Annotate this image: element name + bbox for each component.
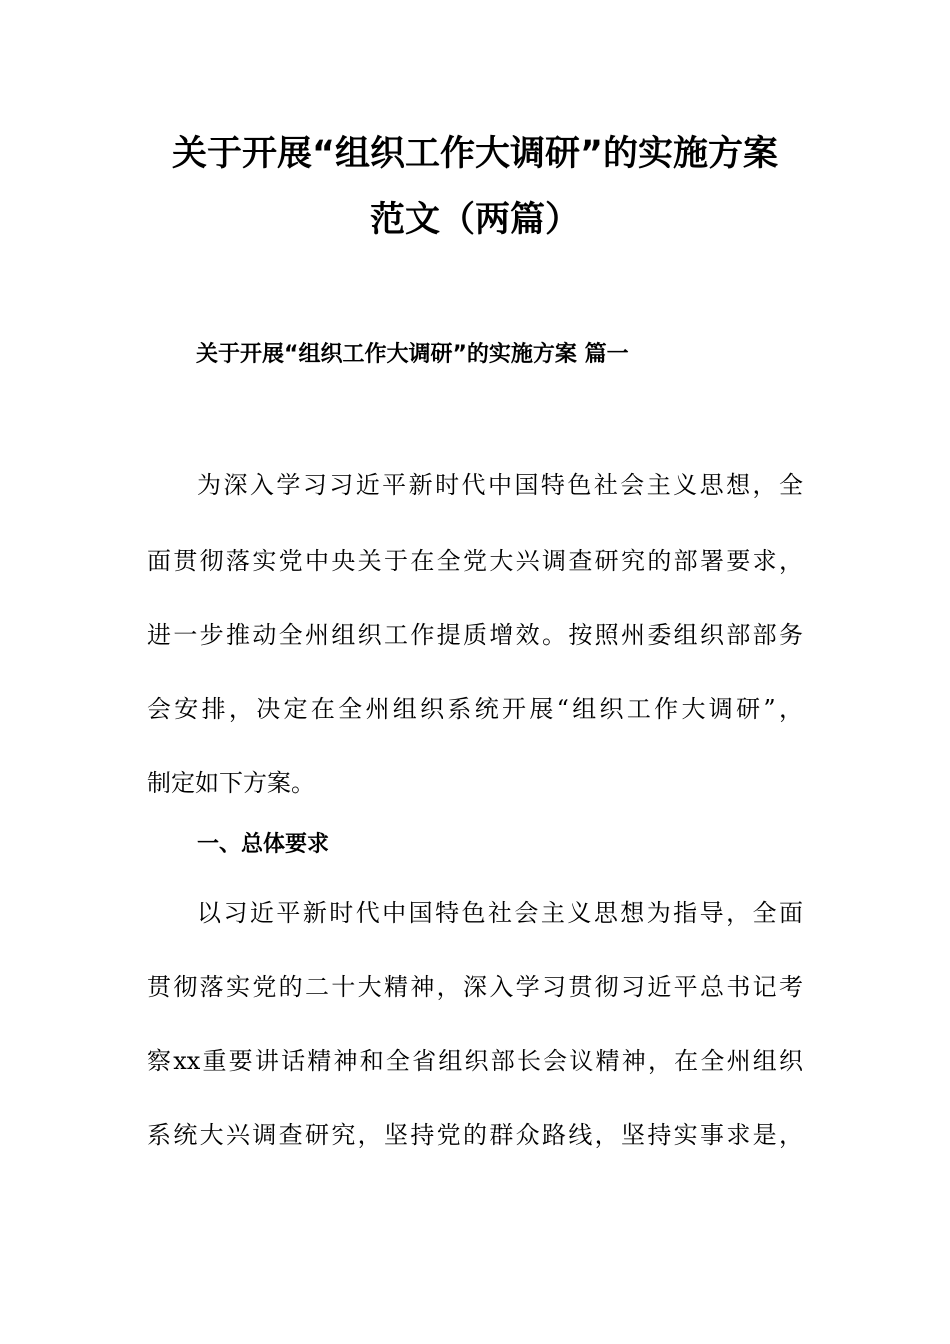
document-title-line-2: 范文（两篇） — [369, 200, 580, 240]
paragraph-2-line-1: 以习近平新时代中国特色社会主义思想为指导，全面 — [197, 899, 803, 927]
paragraph-1-line-5: 制定如下方案。 — [147, 769, 315, 797]
section-1-heading: 一、总体要求 — [197, 832, 330, 857]
section-subtitle: 关于开展“组织工作大调研”的实施方案 篇一 — [196, 342, 629, 367]
paragraph-1-line-2: 面贯彻落实党中央关于在全党大兴调查研究的部署要求， — [147, 547, 803, 575]
paragraph-1-line-4: 会安排，决定在全州组织系统开展“组织工作大调研”， — [147, 695, 803, 723]
document-title-line-1: 关于开展“组织工作大调研”的实施方案 — [171, 134, 778, 174]
paragraph-1-line-3: 进一步推动全州组织工作提质增效。按照州委组织部部务 — [147, 621, 803, 649]
paragraph-2-line-2: 贯彻落实党的二十大精神，深入学习贯彻习近平总书记考 — [147, 973, 803, 1001]
paragraph-2-line-4: 系统大兴调查研究，坚持党的群众路线，坚持实事求是， — [147, 1121, 803, 1149]
paragraph-2-line-3: 察xx重要讲话精神和全省组织部长会议精神，在全州组织 — [147, 1047, 803, 1075]
paragraph-1-line-1: 为深入学习习近平新时代中国特色社会主义思想，全 — [197, 471, 803, 499]
